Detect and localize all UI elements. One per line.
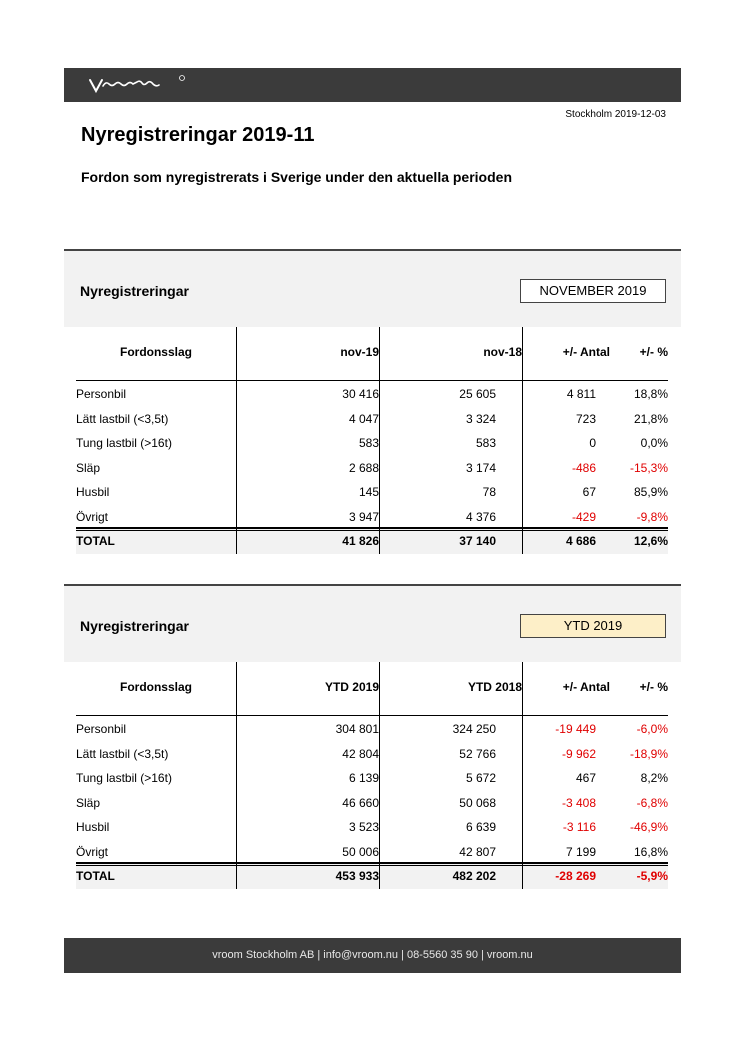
col-diff-pct-cell: 0,0% [640,436,668,450]
col-current-cell: 41 826 [236,529,379,554]
table-row [76,456,668,481]
col-diff-count-header: +/- Antal [562,345,610,359]
table-header-row [76,662,668,713]
col-current-cell: 304 801 [335,722,379,736]
column-divider [379,662,380,889]
col-diff-count-cell: -9 962 [561,746,596,761]
col-diff-pct-cell: -18,9% [629,746,668,761]
page-subtitle: Fordon som nyregistrerats i Sverige under den aktuella perioden [81,169,512,185]
col-diff-pct-cell: 8,2% [640,771,668,785]
col-previous-cell: 25 605 [459,387,496,401]
col-previous-cell: 4 376 [465,509,496,524]
col-diff-pct-cell: 85,9% [633,485,668,499]
ytd-section-title: Nyregistreringar [80,618,189,634]
total-divider [76,862,668,866]
col-previous-cell: 52 766 [459,746,496,761]
header-divider [76,380,668,381]
col-previous-cell: 50 068 [459,795,496,810]
ytd-table [76,662,668,889]
month-period-badge: NOVEMBER 2019 [520,279,666,303]
footer-bar: vroom Stockholm AB | info@vroom.nu | 08-5560 35 90 | vroom.nu [64,938,681,973]
col-diff-count-cell: 4 811 [566,387,596,401]
col-previous-cell: 6 639 [465,820,496,834]
col-current-cell: 3 947 [348,509,379,524]
col-diff-count-cell: -429 [571,509,596,524]
table-row [76,480,668,505]
col-diff-pct-cell: -15,3% [629,460,668,475]
col-previous-cell: 583 [475,436,496,450]
col-vehicle-type-header: Fordonsslag [119,680,192,694]
col-current-cell: 3 523 [348,820,379,834]
col-current-cell: 42 804 [342,746,379,761]
col-diff-pct-cell: -6,8% [636,795,668,810]
col-diff-pct-cell: 21,8% [633,411,668,426]
column-divider [379,327,380,554]
column-divider [236,327,237,554]
col-diff-count-cell: -28 269 [522,864,610,889]
col-diff-count-header: +/- Antal [562,680,610,694]
col-diff-count-cell: 4 686 [522,529,610,554]
col-vehicle-type-cell: Tung lastbil (>16t) [76,771,172,785]
month-section [64,249,681,554]
table-row [76,382,668,407]
month-section-header [64,249,681,327]
col-previous-cell: 78 [482,485,496,499]
table-row [76,742,668,767]
col-vehicle-type-cell: TOTAL [76,529,236,554]
col-vehicle-type-cell: Lätt lastbil (<3,5t) [76,746,169,761]
col-previous-cell: 42 807 [459,844,496,859]
col-current-cell: 453 933 [236,864,379,889]
table-row [76,407,668,432]
table-row [76,505,668,530]
col-diff-pct-cell: -9,8% [636,509,668,524]
col-current-cell: 50 006 [342,844,379,859]
col-current-cell: 4 047 [348,411,379,426]
col-previous-cell: 3 324 [465,411,496,426]
table-row [76,766,668,791]
col-previous-cell: 5 672 [465,771,496,785]
header-divider [76,715,668,716]
col-current-cell: 2 688 [348,460,379,475]
col-diff-count-cell: 7 199 [565,844,596,859]
col-vehicle-type-cell: Övrigt [76,844,109,859]
col-current-cell: 145 [358,485,379,499]
table-total-row [76,529,668,554]
col-current-cell: 583 [358,436,379,450]
col-diff-pct-cell: -6,0% [636,722,668,736]
col-current-cell: 6 139 [348,771,379,785]
top-brand-bar [64,68,681,102]
ytd-section-header [64,584,681,662]
col-vehicle-type-cell: Personbil [76,387,127,401]
col-previous-cell: 482 202 [379,864,522,889]
table-total-row [76,864,668,889]
table-row [76,815,668,840]
col-previous-cell: 3 174 [465,460,496,475]
col-vehicle-type-cell: Husbil [76,485,110,499]
col-vehicle-type-cell: Husbil [76,820,110,834]
col-vehicle-type-cell: Släp [76,795,101,810]
page-title: Nyregistreringar 2019-11 [81,124,315,146]
vroom-logo [86,74,196,96]
col-vehicle-type-cell: Tung lastbil (>16t) [76,436,172,450]
month-section-title: Nyregistreringar [80,283,189,299]
col-diff-pct-cell: 18,8% [633,387,668,401]
ytd-section [64,584,681,889]
col-vehicle-type-cell: TOTAL [76,864,236,889]
col-diff-count-cell: 723 [575,411,596,426]
table-row [76,717,668,742]
col-vehicle-type-cell: Släp [76,460,101,475]
ytd-period-badge: YTD 2019 [520,614,666,638]
col-diff-count-cell: 467 [575,771,596,785]
col-diff-pct-cell: -46,9% [629,820,668,834]
col-previous-header: YTD 2018 [467,680,522,694]
col-diff-pct-header: +/- % [639,680,668,694]
col-diff-count-cell: -19 449 [555,722,596,736]
table-header-row [76,327,668,378]
col-diff-count-cell: 67 [582,485,596,499]
table-row [76,431,668,456]
col-diff-count-cell: 0 [589,436,596,450]
col-current-header: YTD 2019 [324,680,379,694]
col-current-header: nov-19 [340,345,379,359]
column-divider [522,662,523,889]
col-diff-pct-cell: 12,6% [610,529,668,554]
column-divider [236,662,237,889]
col-diff-count-cell: -486 [571,460,596,475]
col-previous-cell: 324 250 [452,722,496,736]
month-table [76,327,668,554]
col-previous-header: nov-18 [483,345,522,359]
col-vehicle-type-header: Fordonsslag [119,345,192,359]
date-line: Stockholm 2019-12-03 [565,109,666,120]
col-diff-count-cell: -3 116 [562,820,596,834]
col-vehicle-type-cell: Lätt lastbil (<3,5t) [76,411,169,426]
col-diff-pct-cell: 16,8% [633,844,668,859]
table-row [76,791,668,816]
col-diff-pct-cell: -5,9% [610,864,668,889]
table-row [76,840,668,865]
col-vehicle-type-cell: Personbil [76,722,127,736]
col-diff-pct-header: +/- % [639,345,668,359]
col-current-cell: 46 660 [342,795,379,810]
col-vehicle-type-cell: Övrigt [76,509,109,524]
total-divider [76,527,668,531]
col-diff-count-cell: -3 408 [561,795,596,810]
col-current-cell: 30 416 [342,387,379,401]
column-divider [522,327,523,554]
col-previous-cell: 37 140 [379,529,522,554]
